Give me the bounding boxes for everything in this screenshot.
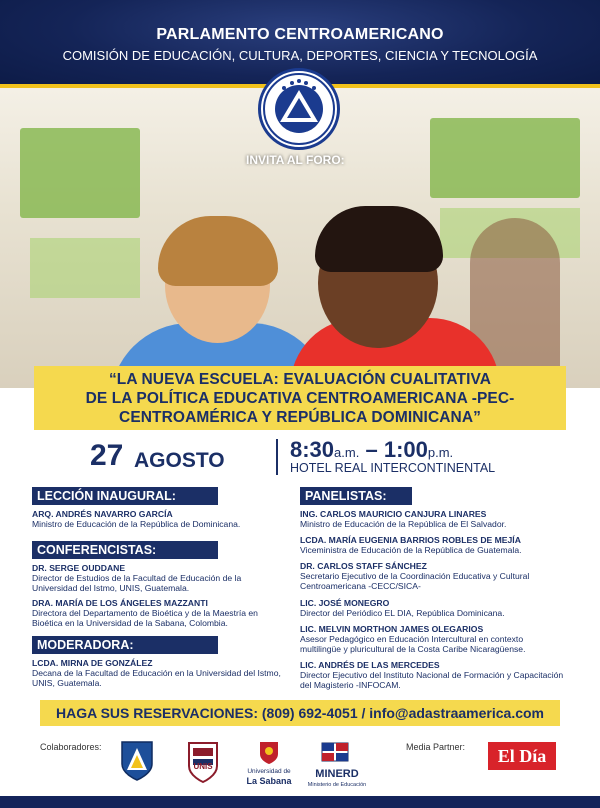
sabana-line2: La Sabana bbox=[246, 776, 292, 786]
label-conferencistas: CONFERENCISTAS: bbox=[32, 541, 218, 559]
panelist-desc: Ministro de Educación de la República de El Salvador. bbox=[300, 519, 507, 529]
speaker-name: ARQ. ANDRÉS NAVARRO GARCÍA bbox=[32, 509, 173, 519]
panelist-desc: Asesor Pedagógico en Educación Intercultural en contexto multilingüe y pluricultural de la Costa Caribe Nicaragüense. bbox=[300, 634, 526, 654]
panelist-name: ING. CARLOS MAURICIO CANJURA LINARES bbox=[300, 509, 487, 519]
time-start: 8:30 bbox=[290, 437, 335, 462]
time-start-suffix: a.m. bbox=[334, 445, 360, 460]
event-day: 27 bbox=[90, 439, 124, 472]
speaker-desc: Directora del Departamento de Bioética y de la Maestría en Bioética en la Universidad de la Sabana, Colombia. bbox=[32, 608, 258, 628]
panelist-entry bbox=[300, 535, 566, 555]
adastra-shield-logo bbox=[120, 740, 154, 782]
sabana-crest-icon bbox=[258, 740, 280, 766]
collaborators-label: Colaboradores: bbox=[40, 742, 102, 752]
speaker-desc: Director de Estudios de la Facultad de Educación de la Universidad del Istmo, UNIS, Guatemala. bbox=[32, 573, 242, 593]
label-leccion: LECCIÓN INAUGURAL: bbox=[32, 487, 218, 505]
time-dash: – bbox=[365, 437, 378, 462]
event-month: AGOSTO bbox=[134, 449, 225, 472]
speaker-entry bbox=[32, 658, 282, 688]
panelist-entry bbox=[300, 660, 566, 690]
title-line: DE LA POLÍTICA EDUCATIVA CENTROAMERICANA -PEC- bbox=[85, 390, 515, 407]
panelist-entry bbox=[300, 598, 566, 618]
invite-text: INVITA AL FORO: bbox=[246, 153, 345, 167]
title-line: CENTROAMÉRICA Y REPÚBLICA DOMINICANA” bbox=[119, 409, 481, 426]
label-moderadora: MODERADORA: bbox=[32, 636, 218, 654]
bottom-band bbox=[0, 796, 600, 808]
sabana-line1: Universidad de bbox=[247, 768, 291, 775]
minerd-text: MINERD bbox=[315, 768, 359, 780]
date-separator bbox=[276, 439, 278, 475]
panelist-name: LIC. MELVIN MORTHON JAMES OLEGARIOS bbox=[300, 624, 484, 634]
speaker-desc: Decana de la Facultad de Educación en la Universidad del Istmo, UNIS, Guatemala. bbox=[32, 668, 281, 688]
media-partner-label: Media Partner: bbox=[406, 742, 466, 752]
el-dia-logo: El Día bbox=[488, 742, 556, 770]
speaker-desc: Ministro de Educación de la República de Dominicana. bbox=[32, 519, 241, 529]
panelist-desc: Secretario Ejecutivo de la Coordinación Educativa y Cultural Centroamericana -CECC/SICA- bbox=[300, 571, 530, 591]
panelist-entry bbox=[300, 509, 566, 529]
forum-title bbox=[34, 366, 566, 430]
commission-name: COMISIÓN DE EDUCACIÓN, CULTURA, DEPORTES, CIENCIA Y TECNOLOGÍA bbox=[62, 48, 538, 63]
panelist-entry bbox=[300, 561, 566, 591]
minerd-subtext: Ministerio de Educación bbox=[307, 782, 367, 788]
title-line: “LA NUEVA ESCUELA: EVALUACIÓN CUALITATIVA bbox=[108, 371, 492, 388]
time-end-suffix: p.m. bbox=[427, 445, 454, 460]
panelist-name: DR. CARLOS STAFF SÁNCHEZ bbox=[300, 561, 427, 571]
panelist-desc: Director del Periódico EL DIA, República Dominicana. bbox=[300, 608, 505, 618]
parlacen-emblem-icon bbox=[262, 72, 336, 146]
unis-text: UNIS bbox=[193, 762, 213, 771]
panelist-desc: Director Ejecutivo del Instituto Nacional de Formación y Capacitación del Magisterio -INFOCAM. bbox=[300, 670, 564, 690]
event-venue: HOTEL REAL INTERCONTINENTAL bbox=[290, 461, 496, 475]
speaker-entry bbox=[32, 563, 282, 593]
panelist-name: LIC. ANDRÉS DE LAS MERCEDES bbox=[300, 660, 440, 670]
minerd-emblem-icon bbox=[320, 740, 350, 766]
event-time bbox=[290, 437, 453, 463]
speaker-entry bbox=[32, 598, 282, 628]
event-datetime bbox=[0, 435, 600, 477]
panelist-entry bbox=[300, 624, 566, 654]
parlacen-logo bbox=[258, 68, 340, 150]
speaker-name: DR. SERGE OUDDANE bbox=[32, 563, 126, 573]
speaker-name: LCDA. MIRNA DE GONZÁLEZ bbox=[32, 658, 153, 668]
time-end: 1:00 bbox=[383, 437, 428, 462]
speaker-entry bbox=[32, 509, 282, 529]
speaker-name: DRA. MARÍA DE LOS ÁNGELES MAZZANTI bbox=[32, 598, 208, 608]
organization-name: PARLAMENTO CENTROAMERICANO bbox=[156, 26, 444, 43]
label-panelistas: PANELISTAS: bbox=[300, 487, 412, 505]
panelist-desc: Viceministra de Educación de la República de Guatemala. bbox=[300, 545, 522, 555]
reservation-bar: HAGA SUS RESERVACIONES: (809) 692-4051 / info@adastraamerica.com bbox=[40, 700, 560, 726]
panelist-name: LCDA. MARÍA EUGENIA BARRIOS ROBLES DE MEJÍA bbox=[300, 535, 521, 545]
panelist-name: LIC. JOSÉ MONEGRO bbox=[300, 598, 390, 608]
